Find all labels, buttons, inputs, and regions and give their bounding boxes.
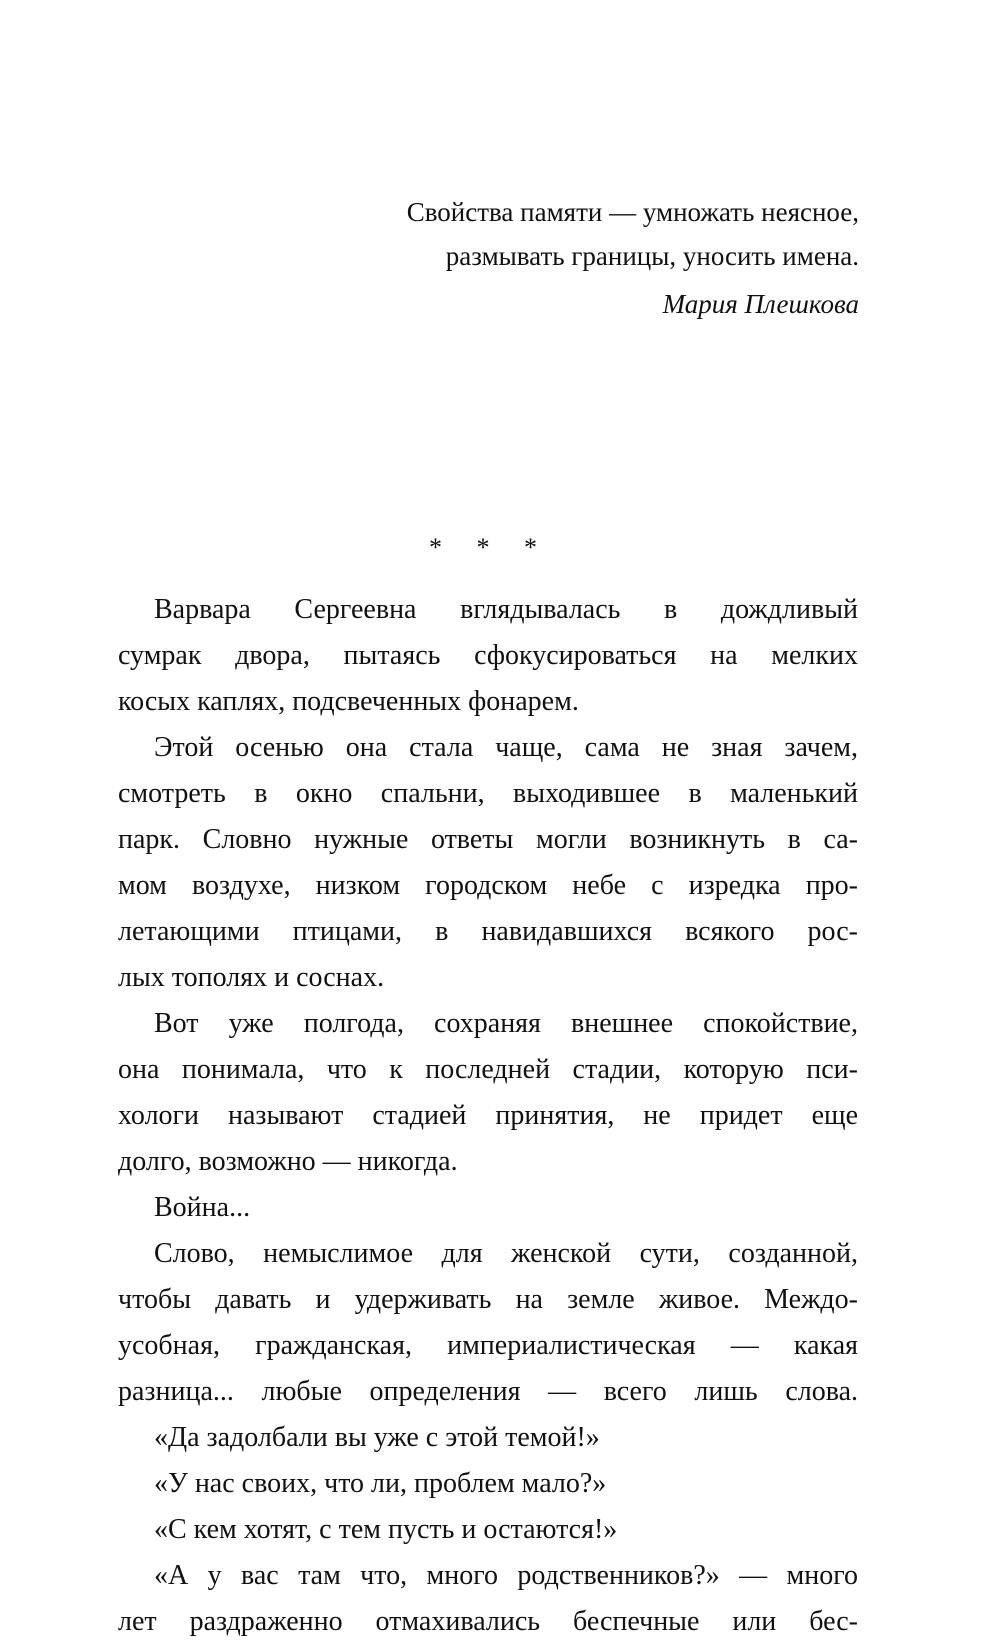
text-line: хологи называют стадией принятия, не придет еще [118,1100,858,1131]
text-line: «А у вас там что, много родственников?» — много [154,1560,858,1591]
text-line: смотреть в окно спальни, выходившее в маленький [118,778,858,809]
epigraph-line: Свойства памяти — умножать неясное, [406,197,859,227]
text-line: лых тополях и соснах. [118,962,385,993]
text-line: Слово, немыслимое для женской сути, созданной, [154,1238,858,1269]
text-line: сумрак двора, пытаясь сфокусироваться на мелких [118,640,858,671]
text-line: она понимала, что к последней стадии, которую пси- [118,1054,858,1085]
body-text [118,587,858,1645]
text-line: парк. Словно нужные ответы могли возникнуть в са- [118,824,858,855]
text-line: «С кем хотят, с тем пусть и остаются!» [154,1514,618,1545]
text-line: чтобы давать и удерживать на земле живое. Междо- [118,1284,858,1315]
text-line: «У нас своих, что ли, проблем мало?» [154,1468,607,1499]
section-separator: * * * [429,533,551,562]
text-line: Вот уже полгода, сохраняя внешнее спокойствие, [154,1008,858,1039]
text-line: косых каплях, подсвеченных фонарем. [118,686,579,717]
text-line: разница... любые определения — всего лишь слова. [118,1376,858,1407]
text-line: лет раздраженно отмахивались беспечные или бес- [118,1606,858,1637]
text-line: Война... [154,1192,251,1223]
text-line: усобная, гражданская, империалистическая — какая [118,1330,858,1361]
text-line: Варвара Сергеевна вглядывалась в дождливый [154,594,858,625]
text-line: летающими птицами, в навидавшихся всякого рос- [118,916,858,947]
text-line: Этой осенью она стала чаще, сама не зная зачем, [154,732,858,763]
text-line: долго, возможно — никогда. [118,1146,458,1177]
text-line: мом воздухе, низком городском небе с изредка про- [118,870,858,901]
epigraph [299,190,859,326]
epigraph-line: размывать границы, уносить имена. [445,241,859,271]
text-line: «Да задолбали вы уже с этой темой!» [154,1422,600,1453]
epigraph-author: Мария Плешкова [662,289,859,319]
